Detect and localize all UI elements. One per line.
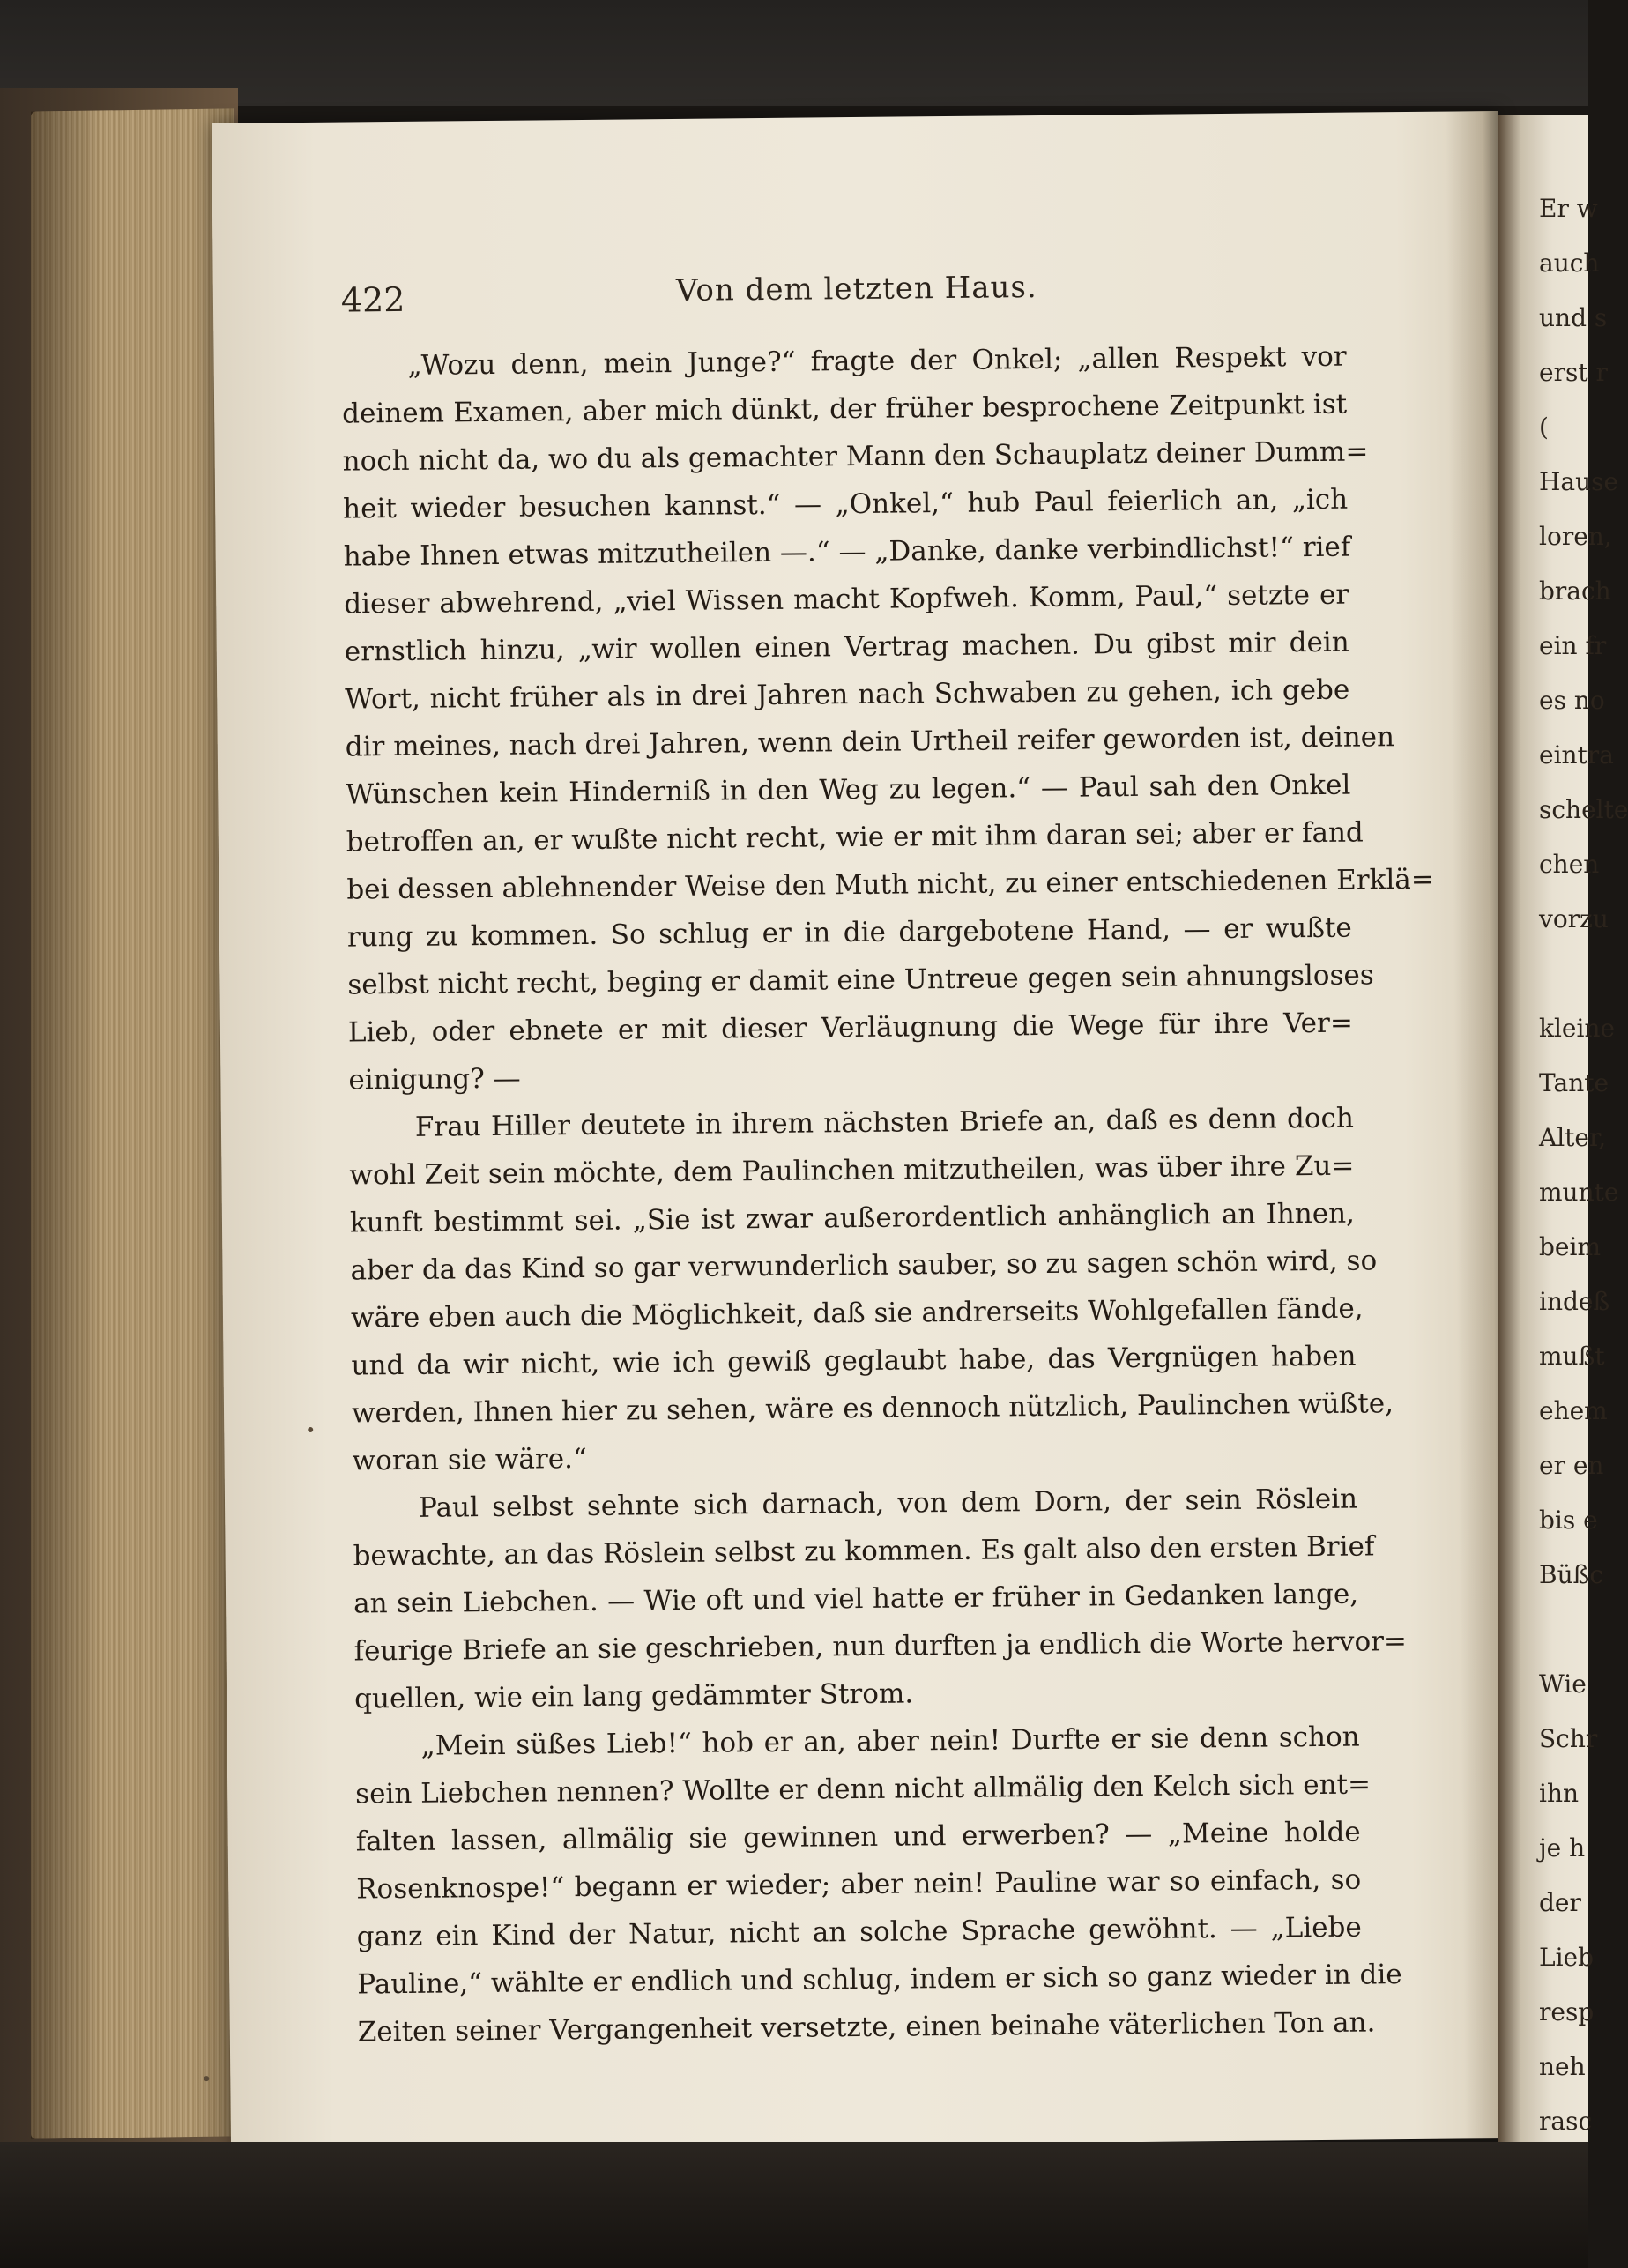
text-line: habe Ihnen etwas mitzutheilen —.“ — „Danke, danke verbindlichst!“ rief <box>343 531 1351 573</box>
text-line: deinem Examen, aber mich dünkt, der früher besprochene Zeitpunkt ist <box>341 388 1348 430</box>
facing-page-fragment: ihn <box>1539 1779 1580 1808</box>
facing-page-fragment: chen <box>1539 850 1600 879</box>
facing-page-fragment: neh <box>1539 2052 1586 2081</box>
text-line: noch nicht da, wo du als gemachter Mann den Schauplatz deiner Dumm= <box>342 435 1369 478</box>
text-line: Pauline,“ wählte er endlich und schlug, indem er sich so ganz wieder in die <box>357 1959 1402 2001</box>
facing-page-fragment: es no <box>1539 686 1605 715</box>
facing-page-fragment: rasc <box>1539 2107 1593 2136</box>
text-line: dir meines, nach drei Jahren, wenn dein Urtheil reifer geworden ist, deinen <box>345 721 1395 763</box>
text-line: feurige Briefe an sie geschrieben, nun durften ja endlich die Worte hervor= <box>353 1625 1408 1668</box>
facing-page-fragment: loren, <box>1539 522 1612 551</box>
running-head: Von dem letzten Haus. <box>675 270 1037 309</box>
text-line: aber da das Kind so gar verwunderlich sauber, so zu sagen schön wird, so <box>350 1245 1378 1287</box>
facing-page-fragment: indeß <box>1539 1287 1610 1316</box>
facing-page-fragment: und s <box>1539 303 1608 332</box>
facing-page-fragment: vorzu <box>1539 904 1609 933</box>
facing-page-fragment: eintra <box>1539 740 1614 770</box>
facing-page-fragment: beim <box>1539 1232 1601 1261</box>
book-page-left <box>212 111 1518 2151</box>
facing-page-fragment: Hause <box>1539 467 1619 496</box>
facing-page-fragment: ehem <box>1539 1396 1608 1425</box>
page-number: 422 <box>340 279 405 320</box>
page-edges-shadow <box>31 108 234 2138</box>
text-line: Wünschen kein Hinderniß in den Weg zu legen.“ — Paul sah den Onkel <box>346 769 1351 811</box>
paper-speck <box>204 2076 209 2081</box>
facing-page-fragment: Er w <box>1539 194 1598 223</box>
facing-page-fragment: der <box>1539 1888 1581 1917</box>
text-line: ganz ein Kind der Natur, nicht an solche Sprache gewöhnt. — „Liebe <box>356 1911 1362 1953</box>
facing-page-fragment: je h <box>1539 1833 1586 1863</box>
text-line: Lieb, oder ebnete er mit dieser Verläugnung die Wege für ihre Ver= <box>347 1007 1354 1049</box>
text-line: Zeiten seiner Vergangenheit versetzte, einen beinahe väterlichen Ton an. <box>357 2006 1376 2049</box>
body-text <box>341 333 1434 2056</box>
text-line: wohl Zeit sein möchte, dem Paulinchen mitzutheilen, was über ihre Zu= <box>349 1149 1355 1192</box>
text-line: rung zu kommen. So schlug er in die dargebotene Hand, — er wußte <box>346 911 1352 954</box>
facing-page-fragment: ( <box>1539 413 1549 442</box>
text-line: kunft bestimmt sei. „Sie ist zwar außerordentlich anhänglich an Ihnen, <box>349 1197 1356 1239</box>
facing-page-fragment: ein fr <box>1539 631 1607 660</box>
facing-page-fragment: Lieb <box>1539 1943 1595 1972</box>
text-line: ernstlich hinzu, „wir wollen einen Vertrag machen. Du gibst mir dein <box>344 626 1349 668</box>
text-line: selbst nicht recht, beging er damit eine Untreue gegen sein ahnungsloses <box>347 959 1374 1001</box>
facing-page-fragment: Wie <box>1539 1669 1587 1699</box>
text-line: an sein Liebchen. — Wie oft und viel hatte er früher in Gedanken lange, <box>353 1578 1359 1620</box>
text-line: Paul selbst sehnte sich darnach, von dem Dorn, der sein Röslein <box>418 1483 1358 1524</box>
text-line: bewachte, an das Röslein selbst zu kommen. Es galt also den ersten Brief <box>353 1530 1375 1573</box>
background <box>0 0 1588 106</box>
text-line: Wort, nicht früher als in drei Jahren nach Schwaben zu gehen, ich gebe <box>345 673 1350 716</box>
facing-page-fragment: bis e <box>1539 1506 1598 1535</box>
facing-page-fragment: schelte <box>1539 795 1628 824</box>
book-page-right <box>1498 115 1628 2177</box>
text-line: bei dessen ablehnender Weise den Muth nicht, zu einer entschiedenen Erklä= <box>346 863 1434 906</box>
text-line: „Wozu denn, mein Junge?“ fragte der Onkel; „allen Respekt vor <box>407 340 1347 382</box>
text-line: Rosenknospe!“ begann er wieder; aber nein! Pauline war so einfach, so <box>356 1863 1362 1906</box>
text-line: und da wir nicht, wie ich gewiß geglaubt habe, das Vergnügen haben <box>351 1340 1357 1382</box>
facing-page-fragment: resp <box>1539 1997 1595 2026</box>
text-line: einigung? — <box>348 1062 521 1097</box>
facing-page-fragment: auch <box>1539 249 1600 278</box>
text-line: „Mein süßes Lieb!“ hob er an, aber nein! Durfte er sie denn schon <box>420 1721 1360 1762</box>
text-line: dieser abwehrend, „viel Wissen macht Kopfweh. Komm, Paul,“ setzte er <box>344 578 1349 621</box>
facing-page-fragment: Alter, <box>1539 1123 1607 1152</box>
facing-page-fragment: Tante <box>1539 1068 1609 1097</box>
bottom-shadow <box>0 2142 1588 2268</box>
facing-page-fragment: Büßc <box>1539 1560 1603 1589</box>
text-line: wäre eben auch die Möglichkeit, daß sie andrerseits Wohlgefallen fände, <box>350 1292 1364 1335</box>
facing-page-fragment: Schr <box>1539 1724 1598 1753</box>
facing-page-fragment: kleine <box>1539 1014 1616 1043</box>
facing-page-fragment: brach <box>1539 576 1611 606</box>
text-line: falten lassen, allmälig sie gewinnen und erwerben? — „Meine holde <box>355 1816 1361 1858</box>
facing-page-fragment: erst r <box>1539 358 1608 387</box>
text-line: sein Liebchen nennen? Wollte er denn nicht allmälig den Kelch sich ent= <box>355 1768 1372 1811</box>
text-line: Frau Hiller deutete in ihrem nächsten Briefe an, daß es denn doch <box>414 1102 1355 1143</box>
text-line: quellen, wie ein lang gedämmter Strom. <box>353 1677 914 1715</box>
text-line: heit wieder besuchen kannst.“ — „Onkel,“ hub Paul feierlich an, „ich <box>343 483 1349 525</box>
text-line: betroffen an, er wußte nicht recht, wie er mit ihm daran sei; aber er fand <box>346 816 1364 859</box>
facing-page-fragment: munte <box>1539 1178 1619 1207</box>
text-line: werden, Ihnen hier zu sehen, wäre es dennoch nützlich, Paulinchen wüßte, <box>351 1387 1394 1430</box>
facing-page-fragment: er en <box>1539 1451 1604 1480</box>
paper-speck <box>308 1427 313 1432</box>
facing-page-fragment: mußt <box>1539 1342 1605 1371</box>
text-line: woran sie wäre.“ <box>352 1442 587 1477</box>
